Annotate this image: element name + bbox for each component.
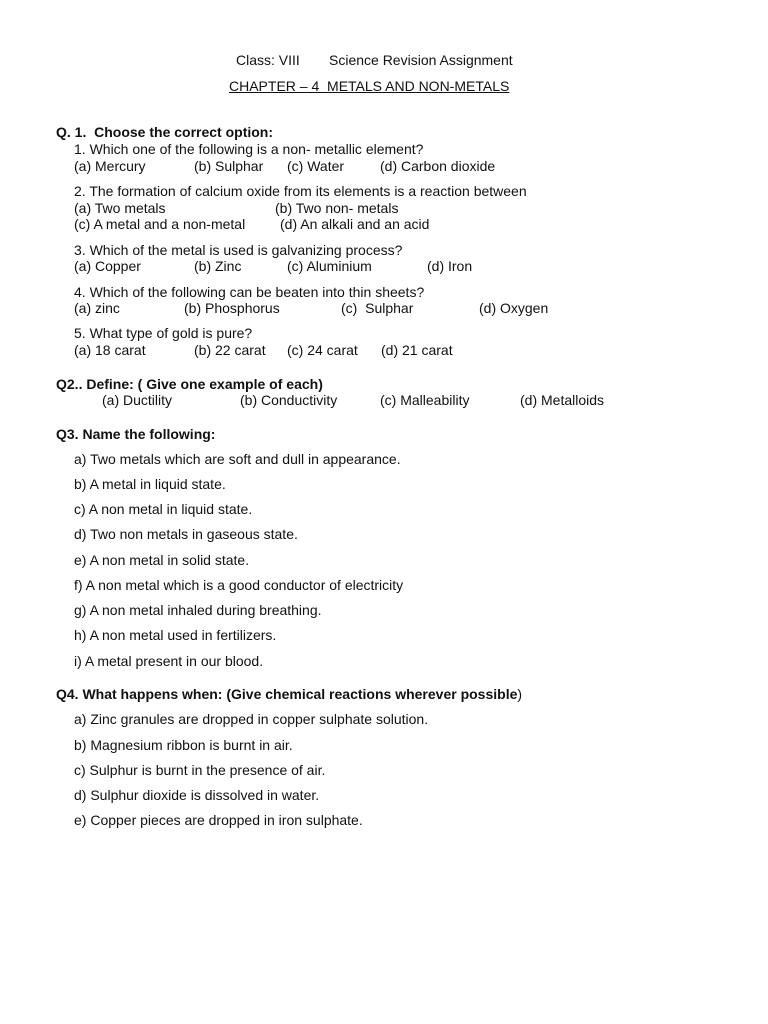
q1-1-option-c: (c) Water: [287, 158, 345, 174]
assignment-title: Science Revision Assignment: [329, 52, 513, 68]
q1-5-option-b: (b) 22 carat: [194, 342, 266, 358]
chapter-title: CHAPTER – 4 METALS AND NON-METALS: [229, 78, 510, 94]
q2-option-b: (b) Conductivity: [240, 392, 338, 408]
q4-item-a: a) Zinc granules are dropped in copper sulphate solution.: [74, 711, 429, 727]
q1-4-option-b: (b) Phosphorus: [184, 300, 280, 316]
q1-1-option-a: (a) Mercury: [74, 158, 146, 174]
q1-3-option-b: (b) Zinc: [194, 258, 242, 274]
q3-item-c: c) A non metal in liquid state.: [74, 501, 253, 517]
q1-question-2: 2. The formation of calcium oxide from its elements is a reaction between: [74, 183, 527, 199]
q3-item-h: h) A non metal used in fertilizers.: [74, 627, 277, 643]
q1-5-option-a: (a) 18 carat: [74, 342, 146, 358]
q1-5-option-d: (d) 21 carat: [381, 342, 453, 358]
q1-2-option-c: (c) A metal and a non-metal: [74, 216, 246, 232]
q1-5-option-c: (c) 24 carat: [287, 342, 358, 358]
q2-option-a: (a) Ductility: [102, 392, 173, 408]
class-label: Class: VIII: [236, 52, 300, 68]
q1-question-5: 5. What type of gold is pure?: [74, 325, 253, 341]
q4-item-b: b) Magnesium ribbon is burnt in air.: [74, 737, 293, 753]
q1-question-1: 1. Which one of the following is a non- metallic element?: [74, 141, 424, 157]
q1-4-option-a: (a) zinc: [74, 300, 120, 316]
q4-item-e: e) Copper pieces are dropped in iron sulphate.: [74, 812, 363, 828]
q2-heading: Q2.. Define: ( Give one example of each): [56, 376, 323, 392]
q3-item-f: f) A non metal which is a good conductor of electricity: [74, 577, 404, 593]
q1-question-3: 3. Which of the metal is used is galvanizing process?: [74, 242, 403, 258]
q4-item-d: d) Sulphur dioxide is dissolved in water.: [74, 787, 320, 803]
q4-heading: [56, 686, 522, 702]
q1-2-option-a: (a) Two metals: [74, 200, 166, 216]
q1-question-4: 4. Which of the following can be beaten into thin sheets?: [74, 284, 425, 300]
q4-item-c: c) Sulphur is burnt in the presence of air.: [74, 762, 326, 778]
q3-item-a: a) Two metals which are soft and dull in appearance.: [74, 451, 401, 467]
q3-item-g: g) A non metal inhaled during breathing.: [74, 602, 322, 618]
q1-1-option-d: (d) Carbon dioxide: [380, 158, 496, 174]
q1-4-option-c: (c) Sulphar: [341, 300, 414, 316]
q3-item-i: i) A metal present in our blood.: [74, 653, 264, 669]
q1-3-option-d: (d) Iron: [427, 258, 473, 274]
q1-3-option-a: (a) Copper: [74, 258, 141, 274]
q3-heading: Q3. Name the following:: [56, 426, 216, 442]
q2-option-d: (d) Metalloids: [520, 392, 605, 408]
q3-item-b: b) A metal in liquid state.: [74, 476, 226, 492]
q1-4-option-d: (d) Oxygen: [479, 300, 549, 316]
q4-heading-close: ): [517, 686, 523, 702]
q1-2-option-d: (d) An alkali and an acid: [280, 216, 430, 232]
q1-1-option-b: (b) Sulphar: [194, 158, 264, 174]
q1-2-option-b: (b) Two non- metals: [275, 200, 399, 216]
q2-option-c: (c) Malleability: [380, 392, 470, 408]
q1-heading: Q. 1. Choose the correct option:: [56, 124, 274, 140]
q1-3-option-c: (c) Aluminium: [287, 258, 372, 274]
q3-item-d: d) Two non metals in gaseous state.: [74, 526, 298, 542]
q3-item-e: e) A non metal in solid state.: [74, 552, 250, 568]
q4-heading-text: Q4. What happens when: (Give chemical reactions wherever possible: [56, 686, 518, 702]
